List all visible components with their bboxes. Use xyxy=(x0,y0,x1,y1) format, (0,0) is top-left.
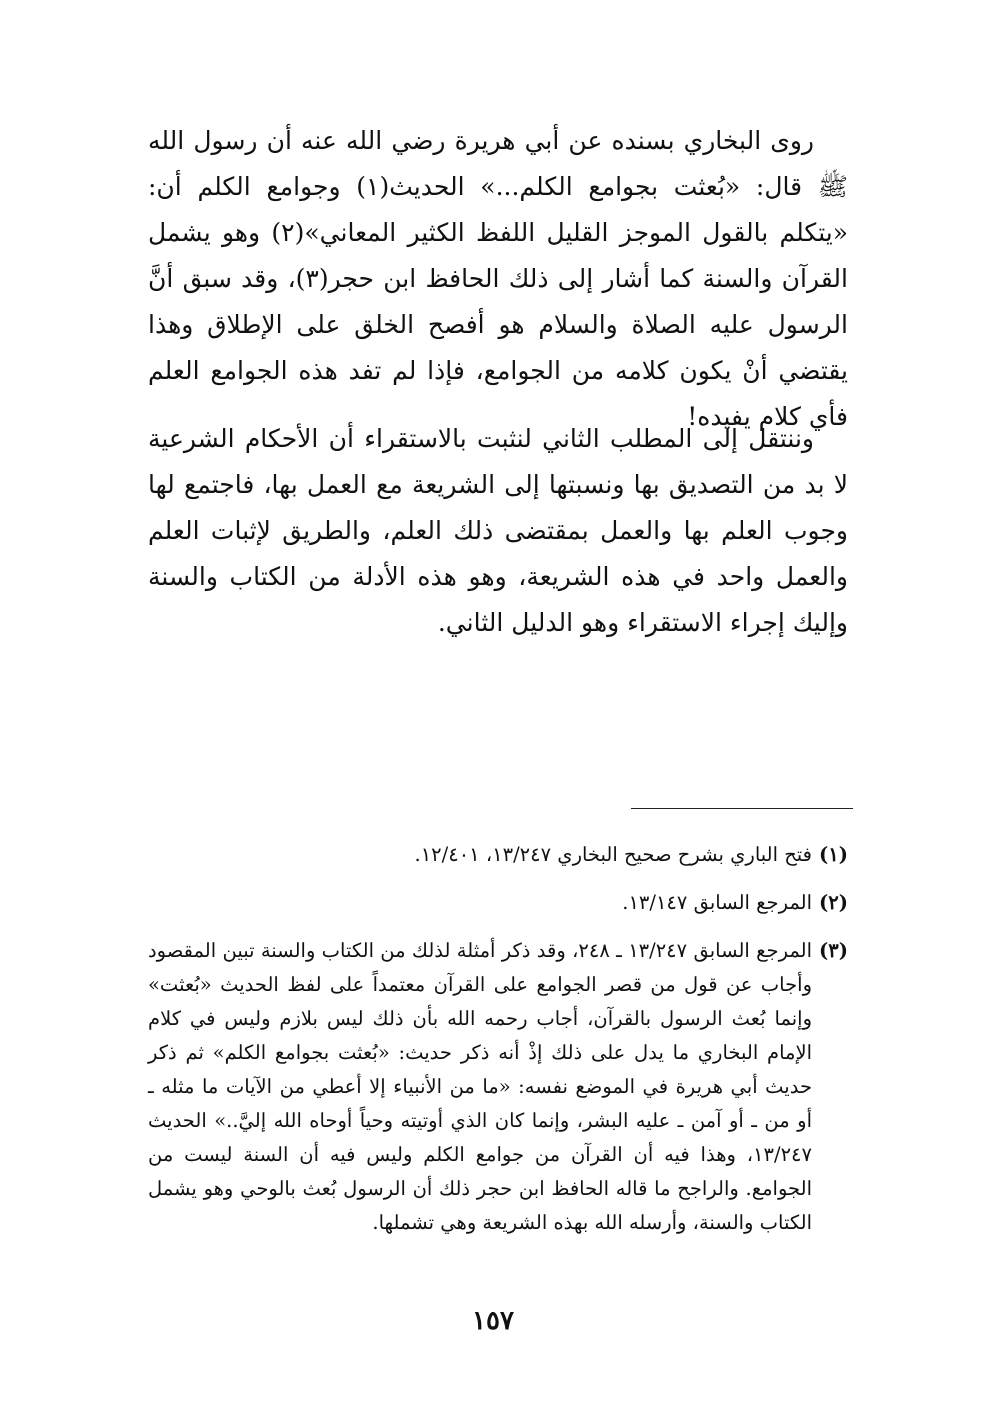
page-number: ١٥٧ xyxy=(472,1306,514,1336)
body-paragraph-1 xyxy=(148,118,848,440)
paragraph-text: روى البخاري بسنده عن أبي هريرة رضي الله عنه أن رسول الله ﷺ قال: «بُعثت بجوامع الكلم...» الحديث(١) وجوامع الكلم أن: «يتكلم بالقول الموجز القليل اللفظ الكثير المعاني»(٢) وهو يشمل القرآن والسنة كما أشار إلى ذلك الحافظ ابن حجر(٣)، وقد سبق أنَّ الرسول عليه الصلاة والسلام هو أفصح الخلق على الإطلاق وهذا يقتضي أنْ يكون كلامه من الجوامع، فإذا لم تفد هذه الجوامع العلم فأي كلام يفيده! xyxy=(148,126,848,431)
footnote-separator xyxy=(631,808,853,809)
paragraph-text: وننتقل إلى المطلب الثاني لنثبت بالاستقراء أن الأحكام الشرعية لا بد من التصديق بها ونسبتها إلى الشريعة مع العمل بها، فاجتمع لها وجوب العلم بها والعمل بمقتضى ذلك العلم، والطريق لإثبات العلم والعمل واحد في هذه الشريعة، وهو هذه الأدلة من الكتاب والسنة وإليك إجراء الاستقراء وهو الدليل الثاني. xyxy=(148,424,848,637)
footnote-2 xyxy=(148,886,848,920)
footnote-3 xyxy=(148,934,848,1240)
footnote-text: المرجع السابق ١٣/٢٤٧ ـ ٢٤٨، وقد ذكر أمثلة لذلك من الكتاب والسنة تبين المقصود وأجاب عن قول من قصر الجوامع على القرآن معتمداً على لفظ الحديث «بُعثت» وإنما بُعث الرسول بالقرآن، أجاب رحمه الله بأن ذلك ليس بلازم وليس في كلام الإمام البخاري ما يدل على ذلك إذْ أنه ذكر حديث: «بُعثت بجوامع الكلم» ثم ذكر حديث أبي هريرة في الموضع نفسه: «ما من الأنبياء إلا أعطي من الآيات ما مثله ـ أو من ـ أو آمن ـ عليه البشر، وإنما كان الذي أوتيته وحياً أوحاه الله إليَّ..» الحديث ١٣/٢٤٧، وهذا فيه أن القرآن من جوامع الكلم وليس فيه أن السنة ليست من الجوامع. والراجح ما قاله الحافظ ابن حجر ذلك أن الرسول بُعث بالوحي وهو يشمل الكتاب والسنة، وأرسله الله بهذه الشريعة وهي تشملها. xyxy=(148,939,812,1234)
footnote-1 xyxy=(148,838,848,872)
body-paragraph-2 xyxy=(148,416,848,646)
footnotes-section xyxy=(148,838,848,1254)
footnote-number: (٣) xyxy=(819,939,848,962)
footnote-number: (١) xyxy=(819,843,848,866)
footnote-number: (٢) xyxy=(819,891,848,914)
footnote-text: المرجع السابق ١٣/١٤٧. xyxy=(622,891,812,914)
footnote-text: فتح الباري بشرح صحيح البخاري ١٣/٢٤٧، ١٢/٤٠١. xyxy=(414,843,812,866)
